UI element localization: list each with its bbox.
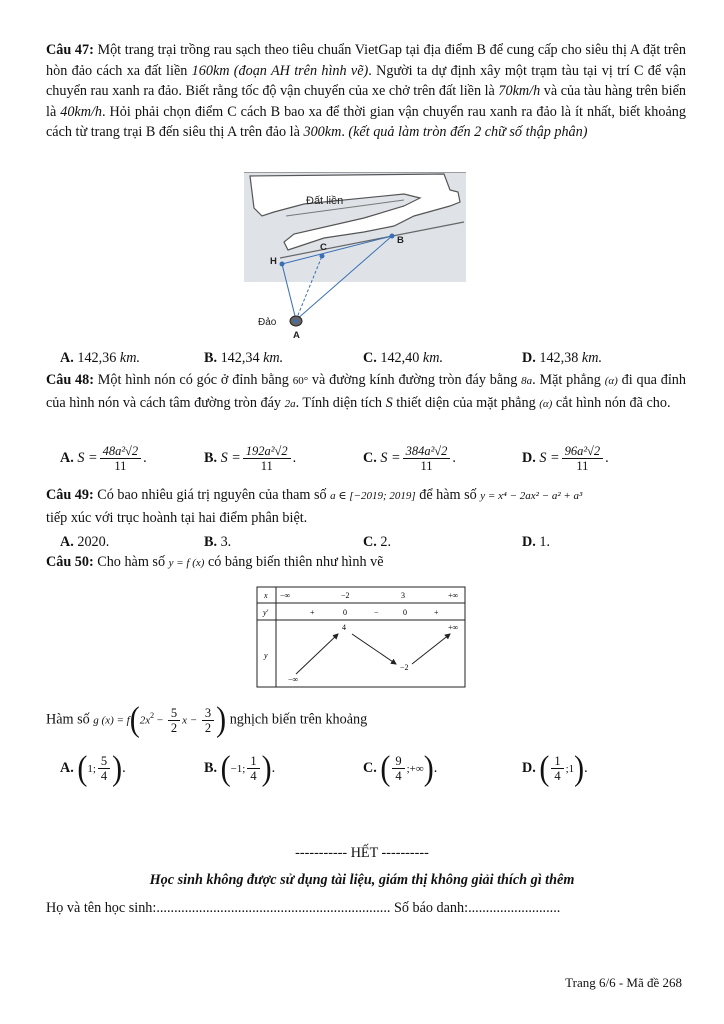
- yp-sign: 0: [403, 608, 407, 617]
- point-a-label: A: [293, 330, 300, 340]
- option-c[interactable]: C. S = $\frac{\text{384a²√2}}{11}$ .: [363, 444, 456, 473]
- option-b[interactable]: B. 3.: [204, 534, 232, 550]
- question-49-text: Câu 49: Có bao nhiêu giá trị nguyên của tham số a ∈ [−2019; 2019] để hàm số y = x⁴ − 2ax² − a² + a³ tiếp xúc với trục hoành tại hai điểm phân biệt.: [46, 487, 583, 526]
- candidate-number-field[interactable]: ..........................: [468, 900, 561, 916]
- x-value: −∞: [280, 591, 291, 600]
- candidate-number-label: Số báo danh:: [390, 900, 469, 916]
- point-b-label: B: [397, 235, 404, 246]
- student-info-line: [46, 900, 560, 917]
- option-b[interactable]: B. (−1; $\frac{1}{4}$ ).: [204, 749, 276, 788]
- point-c-label: C: [320, 242, 327, 253]
- table-y-label: y: [264, 651, 268, 660]
- exam-note: Học sinh không được sử dụng tài liệu, giám thị không giải thích gì thêm: [149, 872, 575, 888]
- question-50-label: Câu 50:: [46, 554, 94, 570]
- option-c[interactable]: C. 142,40 km.: [363, 350, 443, 366]
- option-c[interactable]: C. 2.: [363, 534, 391, 550]
- table-x-label: x: [264, 591, 268, 600]
- question-48-text: Câu 48: Một hình nón có góc ở đỉnh bằng 60° và đường kính đường tròn đáy bằng 8a. Mặt phẳng (α) đi qua đỉnh của hình nón và cách tâm đường tròn đáy 2a. Tính diện tích S thiết diện của mặt phẳng (α) cắt hình nón đã cho.: [46, 372, 686, 411]
- option-d[interactable]: D. ( $\frac{1}{4}$ ;1).: [522, 749, 588, 788]
- y-value: 4: [342, 623, 346, 632]
- yp-sign: +: [310, 608, 315, 617]
- point-h-label: H: [270, 256, 277, 267]
- y-value: −2: [400, 663, 409, 672]
- question-49-label: Câu 49:: [46, 487, 94, 503]
- question-47-text: Câu 47: Một trang trại trồng rau sạch theo tiêu chuẩn VietGap tại địa điểm B để cung cấp cho siêu thị A đặt trên hòn đảo cách xa đất liền 160km (đoạn AH trên hình vẽ). Người ta dự định xây một trạm tàu tại vị trí C để vận chuyển rau xanh ra đảo. Biết rằng tốc độ vận chuyển của xe chở trên đất liền là 70km/h và của tàu hàng trên biển là 40km/h. Hỏi phải chọn điểm C cách B bao xa để thời gian vận chuyển rau xanh ra đảo là ít nhất, biết khoảng cách từ trang trại B đến siêu thị A trên đảo là 300km. (kết quả làm tròn đến 2 chữ số thập phân): [46, 42, 686, 140]
- option-b[interactable]: B. 142,34 km.: [204, 350, 284, 366]
- map-diagram: [244, 172, 466, 340]
- option-d[interactable]: D. 142,38 km.: [522, 350, 602, 366]
- question-50-text: Câu 50: Cho hàm số y = f (x) có bảng biến thiên như hình vẽ: [46, 554, 384, 570]
- yp-sign: 0: [343, 608, 347, 617]
- end-marker: ----------- HẾT ----------: [295, 845, 429, 861]
- question-50-function-line: Hàm số g $(x) = f(2x^2$ − $\frac{5}{2}$ x − $\frac{3}{2}$ ) nghịch biến trên khoảng: [46, 700, 368, 739]
- question-47-figure: [244, 172, 466, 340]
- yp-sign: +: [434, 608, 439, 617]
- variation-table: [256, 586, 466, 688]
- question-48-label: Câu 48:: [46, 372, 94, 388]
- option-c[interactable]: C. ( $\frac{9}{4}$ ;+∞).: [363, 749, 438, 788]
- question-50-options: [60, 746, 680, 790]
- page-number: Trang 6/6 - Mã đề 268: [565, 975, 682, 990]
- island-label: Đảo: [258, 317, 277, 328]
- x-value: +∞: [448, 591, 459, 600]
- question-47-label: Câu 47:: [46, 42, 94, 58]
- x-value: −2: [341, 591, 350, 600]
- option-b[interactable]: B. S = $\frac{\text{192a²√2}}{11}$ .: [204, 444, 297, 473]
- question-48-options: [60, 444, 680, 484]
- option-a[interactable]: A. 142,36 km.: [60, 350, 140, 366]
- mainland-label: Đất liền: [306, 195, 344, 207]
- table-yp-label: y': [263, 608, 269, 617]
- yp-sign: −: [374, 608, 379, 617]
- x-value: 3: [401, 591, 405, 600]
- y-value: −∞: [288, 675, 299, 684]
- option-a[interactable]: A. S = $\frac{\text{48a²√2}}{11}$ .: [60, 444, 147, 473]
- student-name-field[interactable]: ..................................................................: [156, 900, 391, 916]
- option-a[interactable]: A. 2020.: [60, 534, 110, 550]
- option-d[interactable]: D. S = $\frac{\text{96a²√2}}{11}$ .: [522, 444, 609, 473]
- student-name-label: Họ và tên học sinh:: [46, 900, 157, 916]
- y-value: +∞: [448, 623, 459, 632]
- option-a[interactable]: A. (1; $\frac{5}{4}$ ).: [60, 749, 126, 788]
- option-d[interactable]: D. 1.: [522, 534, 550, 550]
